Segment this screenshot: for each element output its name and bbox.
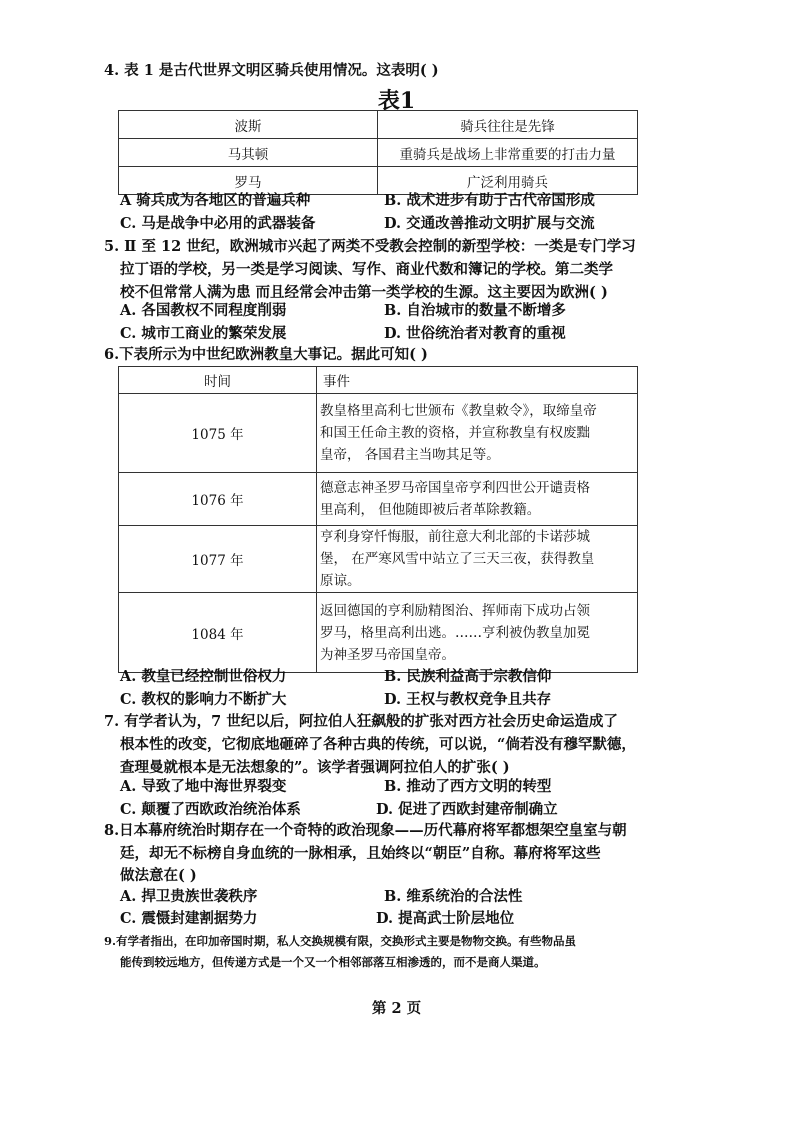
q6-stem: 6.下表所示为中世纪欧洲教皇大事记。据此可知( ) <box>104 346 428 363</box>
q4-option-a: A 骑兵成为各地区的普遍兵种 <box>120 192 311 209</box>
event-line: 教皇格里高利七世颁布《教皇敕令》，取缔皇帝 <box>320 403 597 419</box>
q8-stem-line-2: 廷，却无不标榜自身血统的一脉相承，且始终以“朝臣”自称。幕府将军这些 <box>120 845 601 862</box>
table-cell-desc: 广泛利用骑兵 <box>378 167 638 195</box>
table-cell-time: 1084 年 <box>119 593 317 673</box>
table-cell-time: 1075 年 <box>119 394 317 473</box>
table-cell-event <box>317 593 638 673</box>
table-cell-region: 马其顿 <box>119 139 378 167</box>
q6-option-b: B. 民族利益高于宗教信仰 <box>384 668 552 685</box>
event-line: 返回德国的亨利励精图治、挥师南下成功占领 <box>320 602 590 619</box>
q6-option-d: D. 王权与教权竞争且共存 <box>384 691 552 708</box>
table-cell-event <box>317 526 638 593</box>
q8-stem-line-3: 做法意在( ) <box>120 867 197 884</box>
table-cell-desc: 重骑兵是战场上非常重要的打击力量 <box>378 139 638 167</box>
table-cell-desc: 骑兵往往是先锋 <box>378 111 638 139</box>
event-line: 皇帝， 各国君主当吻其足等。 <box>320 447 500 463</box>
q7-option-b: B. 推动了西方文明的转型 <box>384 778 552 795</box>
event-line: 里高利， 但他随即被后者革除教籍。 <box>320 502 541 518</box>
q7-stem-line-1: 7. 有学者认为，7 世纪以后，阿拉伯人狂飙般的扩张对西方社会历史命运造成了 <box>104 713 618 730</box>
table-cell-region: 罗马 <box>119 167 378 195</box>
q8-stem-line-1: 8.日本幕府统治时期存在一个奇特的政治现象——历代幕府将军都想架空皇室与朝 <box>104 822 627 839</box>
q4-option-b: B. 战术进步有助于古代帝国形成 <box>384 192 595 209</box>
page-number: 第 2 页 <box>371 1000 422 1017</box>
table-cell-time: 1077 年 <box>119 526 317 593</box>
event-line: 堡， 在严寒风雪中站立了三天三夜，获得教皇 <box>320 551 595 567</box>
q7-option-d: D. 促进了西欧封建帝制确立 <box>376 801 558 818</box>
table-cell-event <box>317 394 638 473</box>
event-line: 为神圣罗马帝国皇帝。 <box>320 646 455 663</box>
table-row <box>119 526 638 593</box>
column-header-event: 事件 <box>317 367 638 394</box>
table-header-row <box>119 367 638 394</box>
table-row <box>119 139 638 167</box>
q5-stem-line-1: 5. Ⅱ 至 12 世纪，欧洲城市兴起了两类不受教会控制的新型学校：一类是专门学习 <box>104 238 636 255</box>
q9-stem-line-1: 9.有学者指出，在印加帝国时期，私人交换规模有限，交换形式主要是物物交换。有些物品虽 <box>104 934 577 948</box>
q5-option-a: A. 各国教权不同程度削弱 <box>120 302 287 319</box>
q5-stem-line-2: 拉丁语的学校，另一类是学习阅读、写作、商业代数和簿记的学校。第二类学 <box>120 261 613 278</box>
table-row <box>119 394 638 473</box>
q8-option-b: B. 维系统治的合法性 <box>384 888 523 905</box>
event-line: 和国王任命主教的资格，并宣称教皇有权废黜 <box>320 425 590 441</box>
q6-option-c: C. 教权的影响力不断扩大 <box>120 691 287 708</box>
q5-option-d: D. 世俗统治者对教育的重视 <box>384 325 566 342</box>
q7-stem-line-3: 查理曼就根本是无法想象的”。该学者强调阿拉伯人的扩张( ) <box>120 759 510 776</box>
q4-table-title: 表1 <box>377 88 416 114</box>
q4-option-c: C. 马是战争中必用的武器装备 <box>120 215 316 232</box>
q7-option-a: A. 导致了地中海世界裂变 <box>120 778 287 795</box>
q4-cavalry-table <box>118 110 638 195</box>
q6-option-a: A. 教皇已经控制世俗权力 <box>120 668 287 685</box>
q5-option-b: B. 自治城市的数量不断增多 <box>384 302 566 319</box>
event-line: 罗马，格里高利出逃。……亨利被伪教皇加冕 <box>320 624 590 641</box>
table-row <box>119 593 638 673</box>
event-line: 亨利身穿忏悔服，前往意大利北部的卡诺莎城 <box>320 529 590 545</box>
event-line: 德意志神圣罗马帝国皇帝亨利四世公开谴责格 <box>320 480 590 496</box>
q4-stem: 4. 表 1 是古代世界文明区骑兵使用情况。这表明( ) <box>104 62 439 79</box>
q9-stem-line-2: 能传到较远地方，但传递方式是一个又一个相邻部落互相渗透的，而不是商人渠道。 <box>120 955 546 969</box>
q8-option-d: D. 提高武士阶层地位 <box>376 910 515 927</box>
table-cell-event <box>317 473 638 526</box>
q7-stem-line-2: 根本性的改变，它彻底地砸碎了各种古典的传统，可以说，“倘若没有穆罕默德， <box>120 736 636 753</box>
q4-option-d: D. 交通改善推动文明扩展与交流 <box>384 215 595 232</box>
q7-option-c: C. 颠覆了西欧政治统治体系 <box>120 801 301 818</box>
table-row <box>119 473 638 526</box>
q8-option-c: C. 震慑封建割据势力 <box>120 910 258 927</box>
event-line: 原谅。 <box>320 573 361 589</box>
q8-option-a: A. 捍卫贵族世袭秩序 <box>120 888 258 905</box>
table-cell-region: 波斯 <box>119 111 378 139</box>
table-cell-time: 1076 年 <box>119 473 317 526</box>
q6-event-table <box>118 366 638 673</box>
q5-option-c: C. 城市工商业的繁荣发展 <box>120 325 287 342</box>
table-row <box>119 111 638 139</box>
column-header-time: 时间 <box>119 367 317 394</box>
q5-stem-line-3: 校不但常常人满为患 而且经常会冲击第一类学校的生源。这主要因为欧洲( ) <box>120 284 608 301</box>
